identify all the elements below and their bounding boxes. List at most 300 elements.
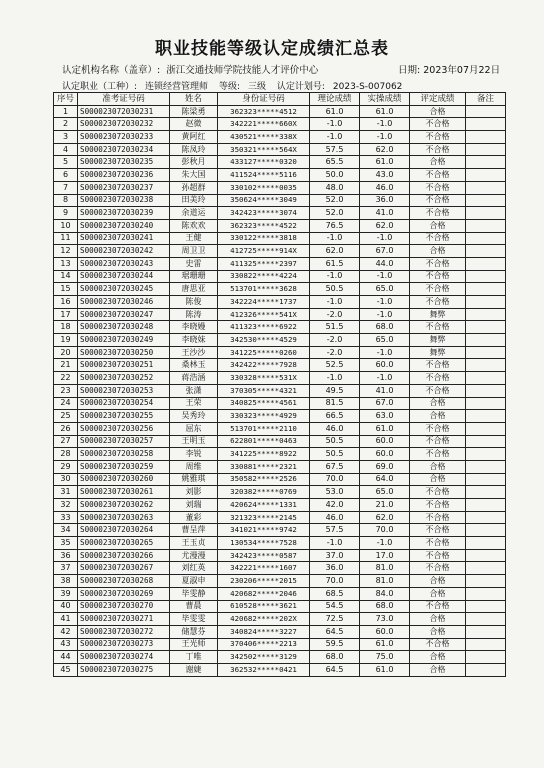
table-row — [54, 118, 506, 131]
practical-score-cell: 60.0 — [360, 435, 410, 448]
id-cell: 342502*****3129 — [218, 651, 310, 664]
result-cell: 合格 — [410, 575, 466, 588]
table-row — [54, 169, 506, 182]
date-label: 日期: — [398, 65, 421, 76]
result-cell: 不合格 — [410, 283, 466, 296]
name-cell: 琚珊珊 — [170, 270, 218, 283]
result-cell: 不合格 — [410, 270, 466, 283]
col-id-header: 身份证号码 — [218, 93, 310, 106]
practical-score-cell: 67.0 — [360, 397, 410, 410]
seq-cell: 7 — [54, 181, 78, 194]
result-cell: 合格 — [410, 460, 466, 473]
level-value: 三级 — [247, 82, 266, 92]
remark-cell — [466, 232, 506, 245]
name-cell: 姚雅琪 — [170, 473, 218, 486]
exam-no-cell: S000023072030251 — [78, 359, 170, 372]
remark-cell — [466, 587, 506, 600]
exam-no-cell: S000023072030254 — [78, 397, 170, 410]
exam-no-cell: S000023072030274 — [78, 651, 170, 664]
seq-cell: 31 — [54, 486, 78, 499]
name-cell: 储慧芬 — [170, 625, 218, 638]
practical-score-cell: 43.0 — [360, 169, 410, 182]
exam-no-cell: S000023072030264 — [78, 524, 170, 537]
result-cell: 不合格 — [410, 524, 466, 537]
name-cell: 彭秋月 — [170, 156, 218, 169]
name-cell: 田美玲 — [170, 194, 218, 207]
seq-cell: 14 — [54, 270, 78, 283]
name-cell: 张潇 — [170, 384, 218, 397]
table-row — [54, 181, 506, 194]
name-cell: 谢婕 — [170, 663, 218, 676]
name-cell: 夏淑申 — [170, 575, 218, 588]
seq-cell: 9 — [54, 207, 78, 220]
practical-score-cell: 63.0 — [360, 410, 410, 423]
theory-score-cell: 51.5 — [310, 321, 360, 334]
seq-cell: 3 — [54, 131, 78, 144]
theory-score-cell: 36.0 — [310, 562, 360, 575]
seq-cell: 20 — [54, 346, 78, 359]
practical-score-cell: 64.0 — [360, 473, 410, 486]
exam-no-cell: S000023072030253 — [78, 384, 170, 397]
result-cell: 不合格 — [410, 448, 466, 461]
name-cell: 李晓嫚 — [170, 321, 218, 334]
theory-score-cell: -1.0 — [310, 296, 360, 309]
exam-no-cell: S000023072030269 — [78, 587, 170, 600]
table-row — [54, 296, 506, 309]
id-cell: 342221*****1607 — [218, 562, 310, 575]
table-row — [54, 245, 506, 258]
id-cell: 350582*****2526 — [218, 473, 310, 486]
exam-no-cell: S000023072030260 — [78, 473, 170, 486]
seq-cell: 1 — [54, 105, 78, 118]
exam-no-cell: S000023072030235 — [78, 156, 170, 169]
practical-score-cell: 68.0 — [360, 321, 410, 334]
id-cell: 330102*****0035 — [218, 181, 310, 194]
remark-cell — [466, 625, 506, 638]
seq-cell: 24 — [54, 397, 78, 410]
result-cell: 合格 — [410, 156, 466, 169]
table-row — [54, 422, 506, 435]
remark-cell — [466, 384, 506, 397]
practical-score-cell: 65.0 — [360, 486, 410, 499]
id-cell: 342221*****660X — [218, 118, 310, 131]
remark-cell — [466, 613, 506, 626]
theory-score-cell: 50.5 — [310, 435, 360, 448]
seq-cell: 32 — [54, 499, 78, 512]
seq-cell: 10 — [54, 219, 78, 232]
name-cell: 周卫卫 — [170, 245, 218, 258]
remark-cell — [466, 422, 506, 435]
remark-cell — [466, 562, 506, 575]
seq-cell: 30 — [54, 473, 78, 486]
seq-cell: 11 — [54, 232, 78, 245]
id-cell: 362323*****4522 — [218, 219, 310, 232]
job-value: 连锁经营管理师 — [145, 82, 209, 92]
remark-cell — [466, 460, 506, 473]
id-cell: 330323*****4929 — [218, 410, 310, 423]
table-row — [54, 638, 506, 651]
name-cell: 刘瑞 — [170, 499, 218, 512]
seq-cell: 22 — [54, 372, 78, 385]
col-result-header: 评定成绩 — [410, 93, 466, 106]
theory-score-cell: -1.0 — [310, 372, 360, 385]
practical-score-cell: -1.0 — [360, 537, 410, 550]
exam-no-cell: S000023072030261 — [78, 486, 170, 499]
id-cell: 330328*****531X — [218, 372, 310, 385]
name-cell: 曹呈萍 — [170, 524, 218, 537]
practical-score-cell: 46.0 — [360, 181, 410, 194]
id-cell: 513701*****2110 — [218, 422, 310, 435]
remark-cell — [466, 270, 506, 283]
remark-cell — [466, 169, 506, 182]
theory-score-cell: -1.0 — [310, 232, 360, 245]
practical-score-cell: 81.0 — [360, 562, 410, 575]
org-label: 认定机构名称（盖章）: — [62, 65, 161, 76]
result-cell: 不合格 — [410, 537, 466, 550]
id-cell: 370305*****4321 — [218, 384, 310, 397]
theory-score-cell: 68.5 — [310, 587, 360, 600]
table-row — [54, 105, 506, 118]
theory-score-cell: 57.5 — [310, 143, 360, 156]
remark-cell — [466, 397, 506, 410]
name-cell: 王健 — [170, 232, 218, 245]
plan-label: 认定计划号: — [276, 82, 325, 92]
theory-score-cell: 57.5 — [310, 524, 360, 537]
practical-score-cell: -1.0 — [360, 232, 410, 245]
id-cell: 330881*****2321 — [218, 460, 310, 473]
table-row — [54, 587, 506, 600]
remark-cell — [466, 511, 506, 524]
id-cell: 342224*****1737 — [218, 296, 310, 309]
table-row — [54, 435, 506, 448]
remark-cell — [466, 537, 506, 550]
exam-no-cell: S000023072030265 — [78, 537, 170, 550]
theory-score-cell: -1.0 — [310, 537, 360, 550]
table-row — [54, 257, 506, 270]
seq-cell: 15 — [54, 283, 78, 296]
name-cell: 李晓妹 — [170, 334, 218, 347]
id-cell: 433127*****0320 — [218, 156, 310, 169]
theory-score-cell: 61.5 — [310, 257, 360, 270]
result-cell: 不合格 — [410, 549, 466, 562]
seq-cell: 19 — [54, 334, 78, 347]
remark-cell — [466, 131, 506, 144]
exam-no-cell: S000023072030271 — [78, 613, 170, 626]
table-row — [54, 460, 506, 473]
remark-cell — [466, 410, 506, 423]
exam-no-cell: S000023072030231 — [78, 105, 170, 118]
practical-score-cell: -1.0 — [360, 131, 410, 144]
name-cell: 陈凤玲 — [170, 143, 218, 156]
theory-score-cell: 70.0 — [310, 473, 360, 486]
remark-cell — [466, 219, 506, 232]
table-row — [54, 562, 506, 575]
exam-no-cell: S000023072030258 — [78, 448, 170, 461]
theory-score-cell: 50.5 — [310, 448, 360, 461]
theory-score-cell: 54.5 — [310, 600, 360, 613]
remark-cell — [466, 359, 506, 372]
practical-score-cell: 69.0 — [360, 460, 410, 473]
table-row — [54, 334, 506, 347]
practical-score-cell: 61.0 — [360, 105, 410, 118]
col-theory-header: 理论成绩 — [310, 93, 360, 106]
theory-score-cell: 76.5 — [310, 219, 360, 232]
seq-cell: 42 — [54, 625, 78, 638]
remark-cell — [466, 283, 506, 296]
practical-score-cell: 61.0 — [360, 663, 410, 676]
theory-score-cell: 52.0 — [310, 207, 360, 220]
table-row — [54, 232, 506, 245]
header-row — [54, 93, 506, 106]
practical-score-cell: -1.0 — [360, 270, 410, 283]
seq-cell: 8 — [54, 194, 78, 207]
theory-score-cell: 49.5 — [310, 384, 360, 397]
table-row — [54, 207, 506, 220]
result-cell: 合格 — [410, 219, 466, 232]
table-row — [54, 397, 506, 410]
remark-cell — [466, 245, 506, 258]
name-cell: 赵微 — [170, 118, 218, 131]
result-cell: 不合格 — [410, 359, 466, 372]
table-row — [54, 384, 506, 397]
remark-cell — [466, 118, 506, 131]
seq-cell: 29 — [54, 460, 78, 473]
table-row — [54, 194, 506, 207]
exam-no-cell: S000023072030266 — [78, 549, 170, 562]
practical-score-cell: 62.0 — [360, 219, 410, 232]
theory-score-cell: 67.5 — [310, 460, 360, 473]
name-cell: 刘影 — [170, 486, 218, 499]
remark-cell — [466, 524, 506, 537]
seq-cell: 12 — [54, 245, 78, 258]
seq-cell: 34 — [54, 524, 78, 537]
id-cell: 350624*****3049 — [218, 194, 310, 207]
table-row — [54, 524, 506, 537]
name-cell: 朱大国 — [170, 169, 218, 182]
remark-cell — [466, 473, 506, 486]
practical-score-cell: 60.0 — [360, 359, 410, 372]
col-seq-header: 序号 — [54, 93, 78, 106]
practical-score-cell: 81.0 — [360, 575, 410, 588]
theory-score-cell: 48.0 — [310, 181, 360, 194]
table-row — [54, 131, 506, 144]
table-row — [54, 511, 506, 524]
table-row — [54, 143, 506, 156]
seq-cell: 4 — [54, 143, 78, 156]
theory-score-cell: 46.0 — [310, 422, 360, 435]
id-cell: 622801*****0463 — [218, 435, 310, 448]
name-cell: 黄阿红 — [170, 131, 218, 144]
practical-score-cell: 70.0 — [360, 524, 410, 537]
job-line — [62, 79, 410, 92]
exam-no-cell: S000023072030242 — [78, 245, 170, 258]
id-cell: 330822*****4224 — [218, 270, 310, 283]
seq-cell: 41 — [54, 613, 78, 626]
id-cell: 340825*****4561 — [218, 397, 310, 410]
seq-cell: 18 — [54, 321, 78, 334]
exam-no-cell: S000023072030270 — [78, 600, 170, 613]
remark-cell — [466, 638, 506, 651]
org-value: 浙江交通技师学院技能人才评价中心 — [166, 65, 319, 76]
name-cell: 陈梁勇 — [170, 105, 218, 118]
exam-no-cell: S000023072030255 — [78, 410, 170, 423]
col-remark-header: 备注 — [466, 93, 506, 106]
exam-no-cell: S000023072030240 — [78, 219, 170, 232]
exam-no-cell: S000023072030257 — [78, 435, 170, 448]
name-cell: 史雷 — [170, 257, 218, 270]
exam-no-cell: S000023072030250 — [78, 346, 170, 359]
id-cell: 320382*****0769 — [218, 486, 310, 499]
results-table — [53, 92, 506, 677]
remark-cell — [466, 194, 506, 207]
table-row — [54, 600, 506, 613]
id-cell: 420682*****202X — [218, 613, 310, 626]
table-body — [54, 105, 506, 676]
theory-score-cell: 68.0 — [310, 651, 360, 664]
seq-cell: 28 — [54, 448, 78, 461]
remark-cell — [466, 156, 506, 169]
name-cell: 尤漫漫 — [170, 549, 218, 562]
practical-score-cell: 67.0 — [360, 245, 410, 258]
table-row — [54, 473, 506, 486]
seq-cell: 2 — [54, 118, 78, 131]
exam-no-cell: S000023072030275 — [78, 663, 170, 676]
id-cell: 321323*****2145 — [218, 511, 310, 524]
exam-no-cell: S000023072030244 — [78, 270, 170, 283]
theory-score-cell: -1.0 — [310, 118, 360, 131]
table-row — [54, 321, 506, 334]
exam-no-cell: S000023072030272 — [78, 625, 170, 638]
table-row — [54, 270, 506, 283]
seq-cell: 27 — [54, 435, 78, 448]
table-row — [54, 486, 506, 499]
table-row — [54, 613, 506, 626]
name-cell: 蒋浩涵 — [170, 372, 218, 385]
remark-cell — [466, 308, 506, 321]
practical-score-cell: 41.0 — [360, 207, 410, 220]
result-cell: 不合格 — [410, 600, 466, 613]
practical-score-cell: 62.0 — [360, 143, 410, 156]
practical-score-cell: 44.0 — [360, 257, 410, 270]
seq-cell: 26 — [54, 422, 78, 435]
table-row — [54, 499, 506, 512]
id-cell: 370406*****2213 — [218, 638, 310, 651]
exam-no-cell: S000023072030248 — [78, 321, 170, 334]
exam-no-cell: S000023072030247 — [78, 308, 170, 321]
table-row — [54, 372, 506, 385]
result-cell: 不合格 — [410, 118, 466, 131]
result-cell: 合格 — [410, 105, 466, 118]
id-cell: 411325*****2397 — [218, 257, 310, 270]
theory-score-cell: 59.5 — [310, 638, 360, 651]
name-cell: 李锐 — [170, 448, 218, 461]
name-cell: 吴秀玲 — [170, 410, 218, 423]
practical-score-cell: 41.0 — [360, 384, 410, 397]
practical-score-cell: 21.0 — [360, 499, 410, 512]
result-cell: 合格 — [410, 587, 466, 600]
remark-cell — [466, 600, 506, 613]
id-cell: 341225*****0260 — [218, 346, 310, 359]
theory-score-cell: -2.0 — [310, 334, 360, 347]
exam-no-cell: S000023072030239 — [78, 207, 170, 220]
result-cell: 合格 — [410, 613, 466, 626]
result-cell: 合格 — [410, 245, 466, 258]
table-row — [54, 663, 506, 676]
remark-cell — [466, 296, 506, 309]
theory-score-cell: 64.5 — [310, 663, 360, 676]
practical-score-cell: 61.0 — [360, 422, 410, 435]
table-row — [54, 359, 506, 372]
table-row — [54, 651, 506, 664]
remark-cell — [466, 334, 506, 347]
theory-score-cell: 42.0 — [310, 499, 360, 512]
result-cell: 舞弊 — [410, 346, 466, 359]
result-cell: 合格 — [410, 663, 466, 676]
practical-score-cell: 61.0 — [360, 156, 410, 169]
theory-score-cell: 50.0 — [310, 169, 360, 182]
id-cell: 340824*****3227 — [218, 625, 310, 638]
theory-score-cell: -1.0 — [310, 131, 360, 144]
table-row — [54, 448, 506, 461]
theory-score-cell: -2.0 — [310, 308, 360, 321]
id-cell: 411524*****5116 — [218, 169, 310, 182]
practical-score-cell: 60.0 — [360, 625, 410, 638]
exam-no-cell: S000023072030273 — [78, 638, 170, 651]
id-cell: 420624*****1331 — [218, 499, 310, 512]
exam-no-cell: S000023072030256 — [78, 422, 170, 435]
table-row — [54, 410, 506, 423]
practical-score-cell: 60.0 — [360, 448, 410, 461]
table-row — [54, 537, 506, 550]
exam-no-cell: S000023072030252 — [78, 372, 170, 385]
result-cell: 不合格 — [410, 207, 466, 220]
name-cell: 王明玉 — [170, 435, 218, 448]
practical-score-cell: 73.0 — [360, 613, 410, 626]
exam-no-cell: S000023072030268 — [78, 575, 170, 588]
name-cell: 陈欢欢 — [170, 219, 218, 232]
theory-score-cell: 61.0 — [310, 105, 360, 118]
table-row — [54, 308, 506, 321]
remark-cell — [466, 105, 506, 118]
theory-score-cell: 52.0 — [310, 194, 360, 207]
org-line — [62, 62, 318, 76]
name-cell: 王玉贞 — [170, 537, 218, 550]
result-cell: 不合格 — [410, 131, 466, 144]
id-cell: 341225*****8922 — [218, 448, 310, 461]
result-cell: 不合格 — [410, 384, 466, 397]
seq-cell: 21 — [54, 359, 78, 372]
remark-cell — [466, 346, 506, 359]
practical-score-cell: -1.0 — [360, 296, 410, 309]
date-value: 2023年07月22日 — [423, 65, 501, 76]
theory-score-cell: 37.0 — [310, 549, 360, 562]
name-cell: 王光师 — [170, 638, 218, 651]
table-row — [54, 283, 506, 296]
name-cell: 毕雯雯 — [170, 613, 218, 626]
exam-no-cell: S000023072030243 — [78, 257, 170, 270]
id-cell: 412725*****914X — [218, 245, 310, 258]
practical-score-cell: -1.0 — [360, 308, 410, 321]
result-cell: 不合格 — [410, 422, 466, 435]
id-cell: 342423*****3074 — [218, 207, 310, 220]
col-exam-no-header: 准考证号码 — [78, 93, 170, 106]
result-cell: 不合格 — [410, 372, 466, 385]
exam-no-cell: S000023072030237 — [78, 181, 170, 194]
date-line — [398, 62, 500, 76]
theory-score-cell: 46.0 — [310, 511, 360, 524]
theory-score-cell: 52.5 — [310, 359, 360, 372]
theory-score-cell: 70.0 — [310, 575, 360, 588]
